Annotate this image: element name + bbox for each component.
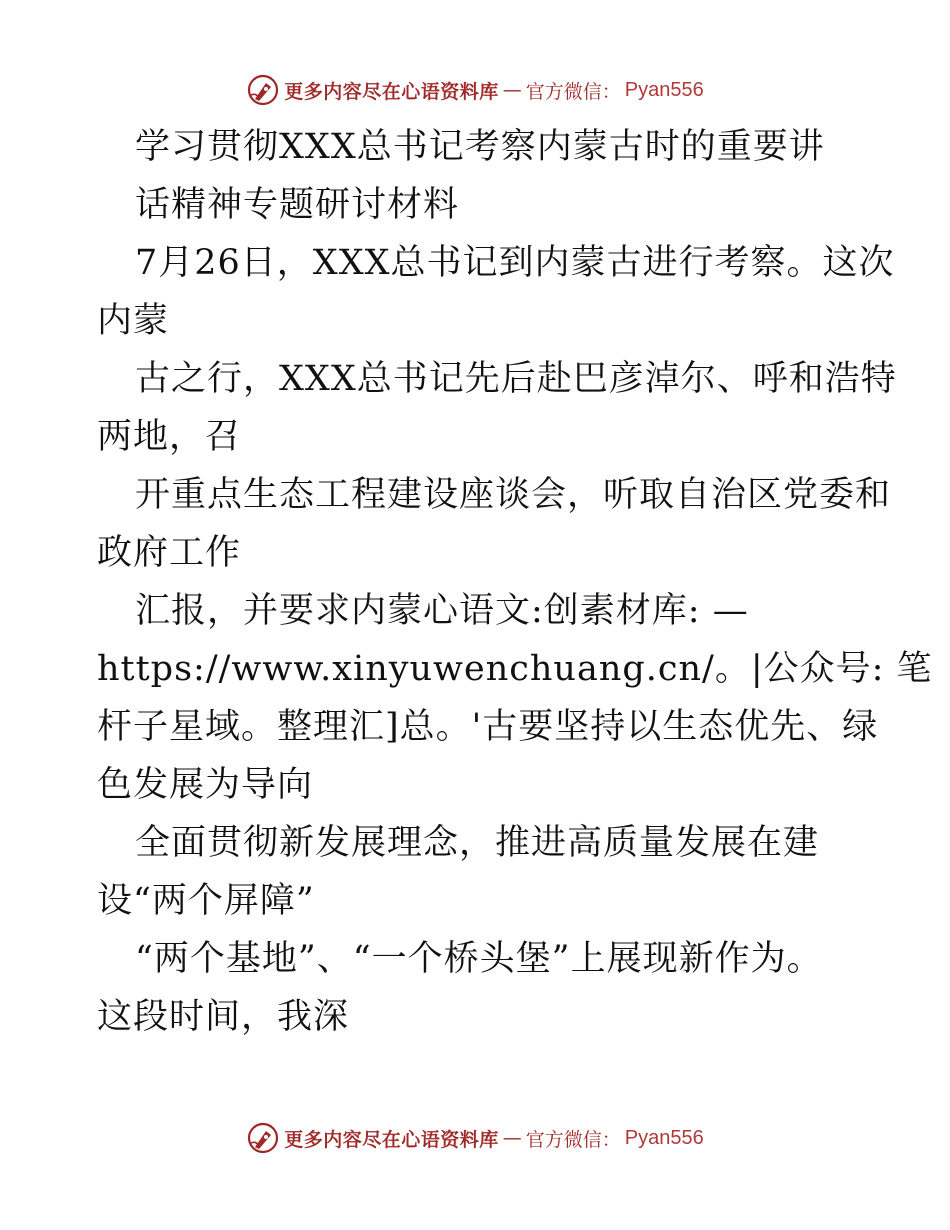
doc-text-line: 政府工作	[97, 533, 242, 573]
doc-text-line: 杆子星域。整理汇]总。'古要坚持以生态优先、绿	[97, 707, 879, 747]
doc-title-line-2: 话精神专题研讨材料	[135, 185, 460, 225]
doc-text-line: 内蒙	[97, 301, 170, 341]
watermark-brand-text: 更多内容尽在心语资料库	[284, 80, 499, 103]
watermark-brand-text: 更多内容尽在心语资料库	[284, 1128, 499, 1151]
watermark-separator: —	[502, 1127, 522, 1149]
doc-text-line-url: https://www.xinyuwenchuang.cn/。|公众号: 笔	[97, 649, 933, 689]
doc-text-line: “两个基地”、“一个桥头堡”上展现新作为。	[135, 939, 823, 979]
doc-text-line: 全面贯彻新发展理念，推进高质量发展在建	[135, 823, 820, 863]
doc-text-line: 汇报，并要求内蒙心语文:创素材库: —	[135, 591, 749, 631]
doc-text-line: 古之行，XXX总书记先后赴巴彦淖尔、呼和浩特	[135, 359, 897, 399]
watermark-wechat-account: Pyan556	[624, 78, 704, 101]
doc-text-line: 这段时间，我深	[97, 997, 350, 1037]
pen-nib-logo-icon	[246, 73, 280, 107]
doc-text-line: 7月26日，XXX总书记到内蒙古进行考察。这次	[135, 243, 895, 283]
watermark-wechat-account: Pyan556	[624, 1126, 704, 1149]
watermark-wechat-label: 官方微信：	[525, 80, 621, 103]
pen-nib-logo-icon	[246, 1121, 280, 1155]
doc-text-line: 开重点生态工程建设座谈会，听取自治区党委和	[135, 475, 892, 515]
doc-text-line: 色发展为导向	[97, 765, 314, 805]
header-watermark	[0, 70, 950, 110]
doc-text-line: 设“两个屏障”	[97, 881, 315, 921]
doc-text-line: 两地，召	[97, 417, 242, 457]
doc-title-line-1: 学习贯彻XXX总书记考察内蒙古时的重要讲	[135, 127, 825, 167]
watermark-wechat-label: 官方微信：	[525, 1128, 621, 1151]
watermark-separator: —	[502, 79, 522, 101]
footer-watermark	[0, 1118, 950, 1158]
